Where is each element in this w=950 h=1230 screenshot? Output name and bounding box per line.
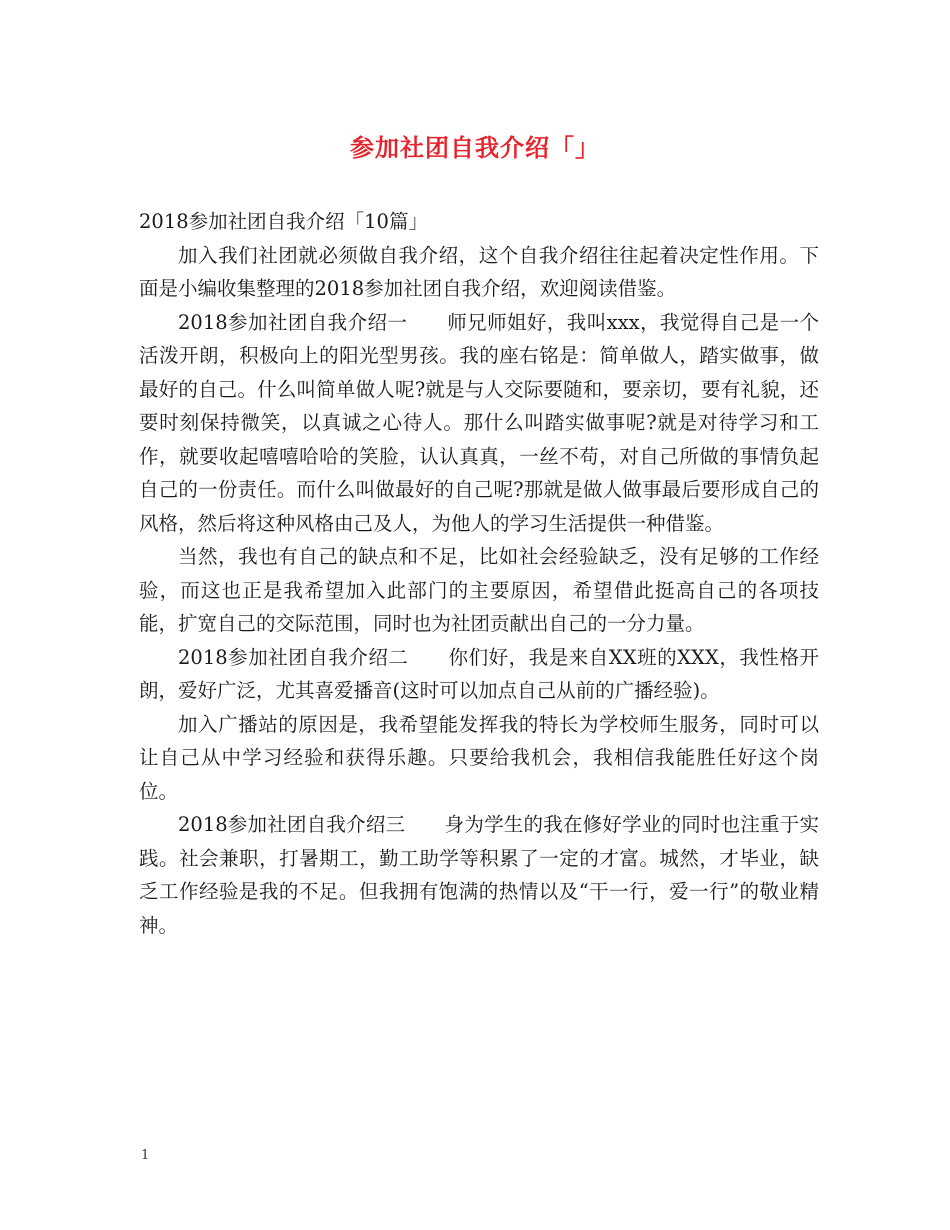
paragraph-one: 2018参加社团自我介绍一 师兄师姐好，我叫xxx，我觉得自己是一个活泼开朗，积极向上的阳光型男孩。我的座右铭是：简单做人，踏实做事，做最好的自己。什么叫简单做人呢?就是与人交际要随和，要亲切，要有礼貌，还要时刻保持微笑，以真诚之心待人。那什么叫踏实做事呢?就是对待学习和工作，就要收起嘻嘻哈哈的笑脸，认认真真，一丝不苟，对自己所做的事情负起自己的一份责任。而什么叫做最好的自己呢?那就是做人做事最后要形成自己的风格，然后将这种风格由己及人，为他人的学习生活提供一种借鉴。	[139, 310, 819, 535]
paragraph-one-continued: 当然，我也有自己的缺点和不足，比如社会经验缺乏，没有足够的工作经验，而这也正是我希望加入此部门的主要原因，希望借此挺高自己的各项技能，扩宽自己的交际范围，同时也为社团贡献出自己的一分力量。	[139, 545, 819, 635]
paragraph-two-continued: 加入广播站的原因是，我希望能发挥我的特长为学校师生服务，同时可以让自己从中学习经验和获得乐趣。只要给我机会，我相信我能胜任好这个岗位。	[139, 712, 819, 803]
paragraph-intro: 加入我们社团就必须做自我介绍，这个自我介绍往往起着决定性作用。下面是小编收集整理的2018参加社团自我介绍，欢迎阅读借鉴。	[139, 243, 819, 300]
document-subtitle: 2018参加社团自我介绍「10篇」	[139, 210, 428, 233]
page-number: 1	[141, 1148, 150, 1163]
document-title: 参加社团自我介绍「」	[350, 134, 600, 162]
paragraph-three: 2018参加社团自我介绍三 身为学生的我在修好学业的同时也注重于实践。社会兼职，打暑期工，勤工助学等积累了一定的才富。城然，才毕业，缺乏工作经验是我的不足。但我拥有饱满的热情以及“干一行，爱一行”的敬业精神。	[139, 813, 819, 937]
document-body	[139, 205, 819, 942]
paragraph-two: 2018参加社团自我介绍二 你们好，我是来自XX班的XXX，我性格开朗，爱好广泛，尤其喜爱播音(这时可以加点自己从前的广播经验)。	[139, 645, 819, 702]
